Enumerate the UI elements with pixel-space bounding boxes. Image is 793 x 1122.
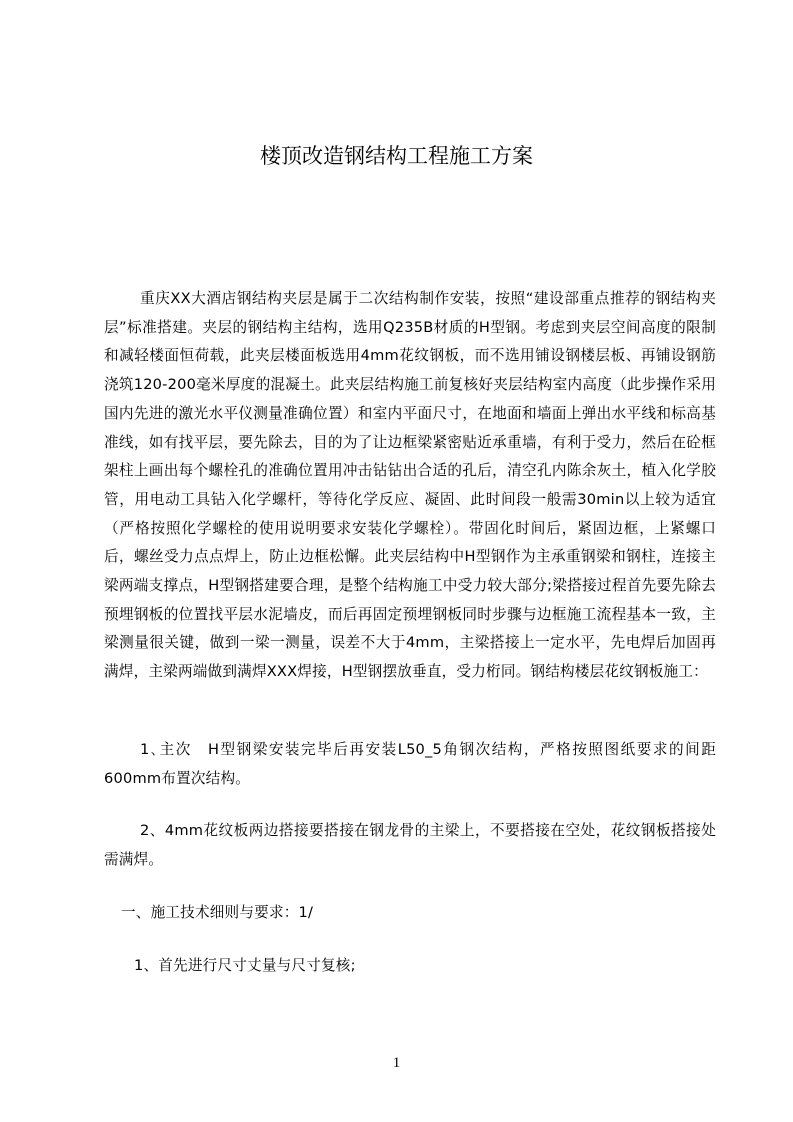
paragraph-item-2 (104, 817, 716, 874)
step-1-text: 1、首先进行尺寸丈量与尺寸复核; (134, 957, 356, 974)
step-1 (104, 952, 716, 981)
document-title: 楼顶改造钢结构工程施工方案 (260, 144, 533, 168)
section-heading (104, 899, 716, 928)
paragraph-main (104, 285, 716, 687)
paragraph-item-2-text: 2、4mm花纹板两边搭接要搭接在钢龙骨的主梁上，不要搭接在空处，花纹钢板搭接处需满焊。 (104, 822, 716, 868)
paragraph-item-1 (104, 736, 716, 793)
section-heading-text: 一、施工技术细则与要求：1/ (121, 904, 314, 921)
paragraph-main-text: 重庆XX大酒店钢结构夹层是属于二次结构制作安装，按照“建设部重点推荐的钢结构夹层”标准搭建。夹层的钢结构主结构，选用Q235B材质的H型钢。考虑到夹层空间高度的限制和减轻楼面恒荷载，此夹层楼面板选用4mm花纹钢板，而不选用铺设钢楼层板、再铺设钢筋浇筑120-200毫米厚度的混凝土。此夹层结构施工前复核好夹层结构室内高度（此步操作采用国内先进的激光水平仪测量准确位置）和室内平面尺寸，在地面和墙面上弹出水平线和标高基准线，如有找平层，要先除去，目的为了让边框梁紧密贴近承重墙，有利于受力，然后在砼框架柱上画出每个螺栓孔的准确位置用冲击钻钻出合适的孔后，清空孔内陈余灰土，植入化学胶管，用电动工具钻入化学螺杆，等待化学反应、凝固、此时间段一般需30min以上较为适宜（严格按照化学螺栓的使用说明要求安装化学螺栓）。带固化时间后，紧固边框，上紧螺口后，螺丝受力点点焊上，防止边框松懈。此夹层结构中H型钢作为主承重钢梁和钢柱，连接主梁两端支撑点，H型钢搭建要合理，是整个结构施工中受力较大部分;梁搭接过程首先要先除去预埋钢板的位置找平层水泥墙皮，而后再固定预埋钢板同时步骤与边框施工流程基本一致，主梁测量很关键，做到一梁一测量，误差不大于4mm，主梁搭接上一定水平，先电焊后加固再满焊，主梁两端做到满焊XXX焊接，H型钢摆放垂直，受力桁同。钢结构楼层花纹钢板施工： (104, 290, 716, 681)
paragraph-item-1-text: 1､主次 H型钢梁安装完毕后再安装L50_5角钢次结构，严格按照图纸要求的间距600mm布置次结构。 (104, 741, 716, 787)
page-number: 1 (392, 1055, 401, 1071)
